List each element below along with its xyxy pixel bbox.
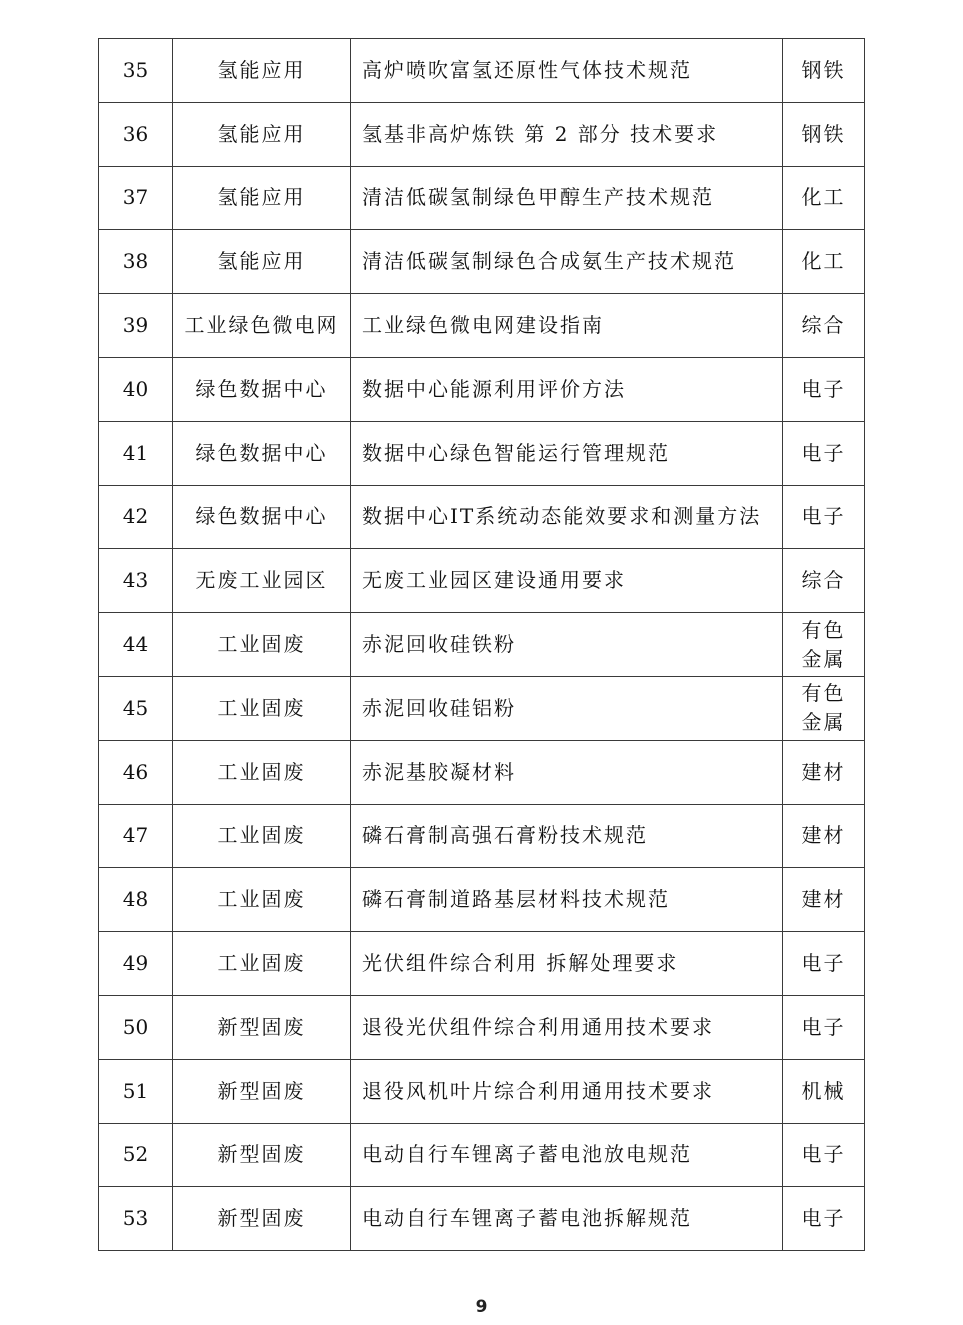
industry-cell (783, 995, 865, 1059)
table-row (99, 740, 865, 804)
industry-cell (783, 1123, 865, 1187)
category-cell: 氢能应用 (173, 166, 351, 230)
row-number-cell: 38 (99, 230, 173, 294)
standard-name-cell: 清洁低碳氢制绿色甲醇生产技术规范 (351, 166, 783, 230)
category-cell: 新型固废 (173, 1059, 351, 1123)
table-row (99, 804, 865, 868)
industry-cell (783, 421, 865, 485)
row-number-cell: 51 (99, 1059, 173, 1123)
standard-name-cell: 光伏组件综合利用 拆解处理要求 (351, 932, 783, 996)
category-cell: 工业固废 (173, 676, 351, 740)
standard-name-cell: 无废工业园区建设通用要求 (351, 549, 783, 613)
industry-label: 钢铁 (801, 121, 846, 146)
industry-label: 有色金属 (801, 681, 846, 735)
row-number-cell: 47 (99, 804, 173, 868)
category-cell: 绿色数据中心 (173, 485, 351, 549)
industry-label: 建材 (801, 759, 846, 784)
industry-cell (783, 230, 865, 294)
category-cell: 绿色数据中心 (173, 421, 351, 485)
table-row (99, 485, 865, 549)
table-row (99, 102, 865, 166)
category-cell: 氢能应用 (173, 230, 351, 294)
industry-cell (783, 166, 865, 230)
industry-cell (783, 357, 865, 421)
table-row (99, 1123, 865, 1187)
category-cell: 工业固废 (173, 613, 351, 677)
industry-cell (783, 1187, 865, 1251)
table-row (99, 166, 865, 230)
standard-name-cell: 工业绿色微电网建设指南 (351, 294, 783, 358)
table-row (99, 39, 865, 103)
industry-label: 机械 (801, 1078, 846, 1103)
standard-name-cell: 赤泥基胶凝材料 (351, 740, 783, 804)
category-cell: 氢能应用 (173, 102, 351, 166)
standard-name-cell: 赤泥回收硅铝粉 (351, 676, 783, 740)
row-number-cell: 36 (99, 102, 173, 166)
table-row (99, 357, 865, 421)
industry-label: 建材 (801, 823, 846, 848)
industry-label: 电子 (801, 1142, 846, 1167)
standard-name-cell: 退役光伏组件综合利用通用技术要求 (351, 995, 783, 1059)
industry-label: 建材 (801, 887, 846, 912)
industry-cell (783, 102, 865, 166)
category-cell: 工业固废 (173, 932, 351, 996)
table-row (99, 1187, 865, 1251)
row-number-cell: 41 (99, 421, 173, 485)
table-row (99, 1059, 865, 1123)
page-number: 9 (475, 1297, 488, 1317)
industry-cell (783, 868, 865, 932)
table-row (99, 421, 865, 485)
standard-name-cell: 高炉喷吹富氢还原性气体技术规范 (351, 39, 783, 103)
category-cell: 氢能应用 (173, 39, 351, 103)
row-number-cell: 49 (99, 932, 173, 996)
table-row (99, 995, 865, 1059)
table-row (99, 230, 865, 294)
table-row (99, 932, 865, 996)
table-row (99, 613, 865, 677)
industry-cell (783, 294, 865, 358)
industry-label: 有色金属 (801, 617, 846, 671)
standard-name-cell: 电动自行车锂离子蓄电池拆解规范 (351, 1187, 783, 1251)
standard-name-cell: 数据中心IT系统动态能效要求和测量方法 (351, 485, 783, 549)
standard-name-cell: 电动自行车锂离子蓄电池放电规范 (351, 1123, 783, 1187)
industry-cell (783, 676, 865, 740)
industry-label: 综合 (801, 568, 846, 593)
row-number-cell: 35 (99, 39, 173, 103)
industry-cell (783, 1059, 865, 1123)
row-number-cell: 40 (99, 357, 173, 421)
row-number-cell: 42 (99, 485, 173, 549)
category-cell: 新型固废 (173, 1123, 351, 1187)
category-cell: 工业固废 (173, 804, 351, 868)
category-cell: 新型固废 (173, 1187, 351, 1251)
category-cell: 绿色数据中心 (173, 357, 351, 421)
industry-label: 电子 (801, 376, 846, 401)
standards-table-body (99, 39, 865, 1251)
standard-name-cell: 氢基非高炉炼铁 第 2 部分 技术要求 (351, 102, 783, 166)
industry-label: 电子 (801, 1014, 846, 1039)
standards-table (98, 38, 865, 1251)
row-number-cell: 45 (99, 676, 173, 740)
category-cell: 工业固废 (173, 868, 351, 932)
category-cell: 新型固废 (173, 995, 351, 1059)
industry-label: 综合 (801, 313, 846, 338)
industry-cell (783, 613, 865, 677)
industry-label: 钢铁 (801, 57, 846, 82)
row-number-cell: 39 (99, 294, 173, 358)
table-row (99, 549, 865, 613)
standard-name-cell: 磷石膏制道路基层材料技术规范 (351, 868, 783, 932)
row-number-cell: 46 (99, 740, 173, 804)
standard-name-cell: 清洁低碳氢制绿色合成氨生产技术规范 (351, 230, 783, 294)
category-cell: 工业绿色微电网 (173, 294, 351, 358)
industry-label: 电子 (801, 951, 846, 976)
category-cell: 无废工业园区 (173, 549, 351, 613)
row-number-cell: 37 (99, 166, 173, 230)
row-number-cell: 43 (99, 549, 173, 613)
standard-name-cell: 赤泥回收硅铁粉 (351, 613, 783, 677)
row-number-cell: 53 (99, 1187, 173, 1251)
industry-cell (783, 932, 865, 996)
industry-cell (783, 804, 865, 868)
category-cell: 工业固废 (173, 740, 351, 804)
standard-name-cell: 数据中心绿色智能运行管理规范 (351, 421, 783, 485)
table-row (99, 676, 865, 740)
row-number-cell: 50 (99, 995, 173, 1059)
row-number-cell: 52 (99, 1123, 173, 1187)
industry-label: 电子 (801, 440, 846, 465)
industry-label: 电子 (801, 1206, 846, 1231)
industry-cell (783, 485, 865, 549)
standard-name-cell: 数据中心能源利用评价方法 (351, 357, 783, 421)
industry-label: 化工 (801, 249, 846, 274)
industry-cell (783, 740, 865, 804)
row-number-cell: 48 (99, 868, 173, 932)
industry-label: 电子 (801, 504, 846, 529)
table-row (99, 868, 865, 932)
row-number-cell: 44 (99, 613, 173, 677)
industry-cell (783, 39, 865, 103)
standard-name-cell: 退役风机叶片综合利用通用技术要求 (351, 1059, 783, 1123)
standard-name-cell: 磷石膏制高强石膏粉技术规范 (351, 804, 783, 868)
industry-label: 化工 (801, 185, 846, 210)
table-row (99, 294, 865, 358)
industry-cell (783, 549, 865, 613)
